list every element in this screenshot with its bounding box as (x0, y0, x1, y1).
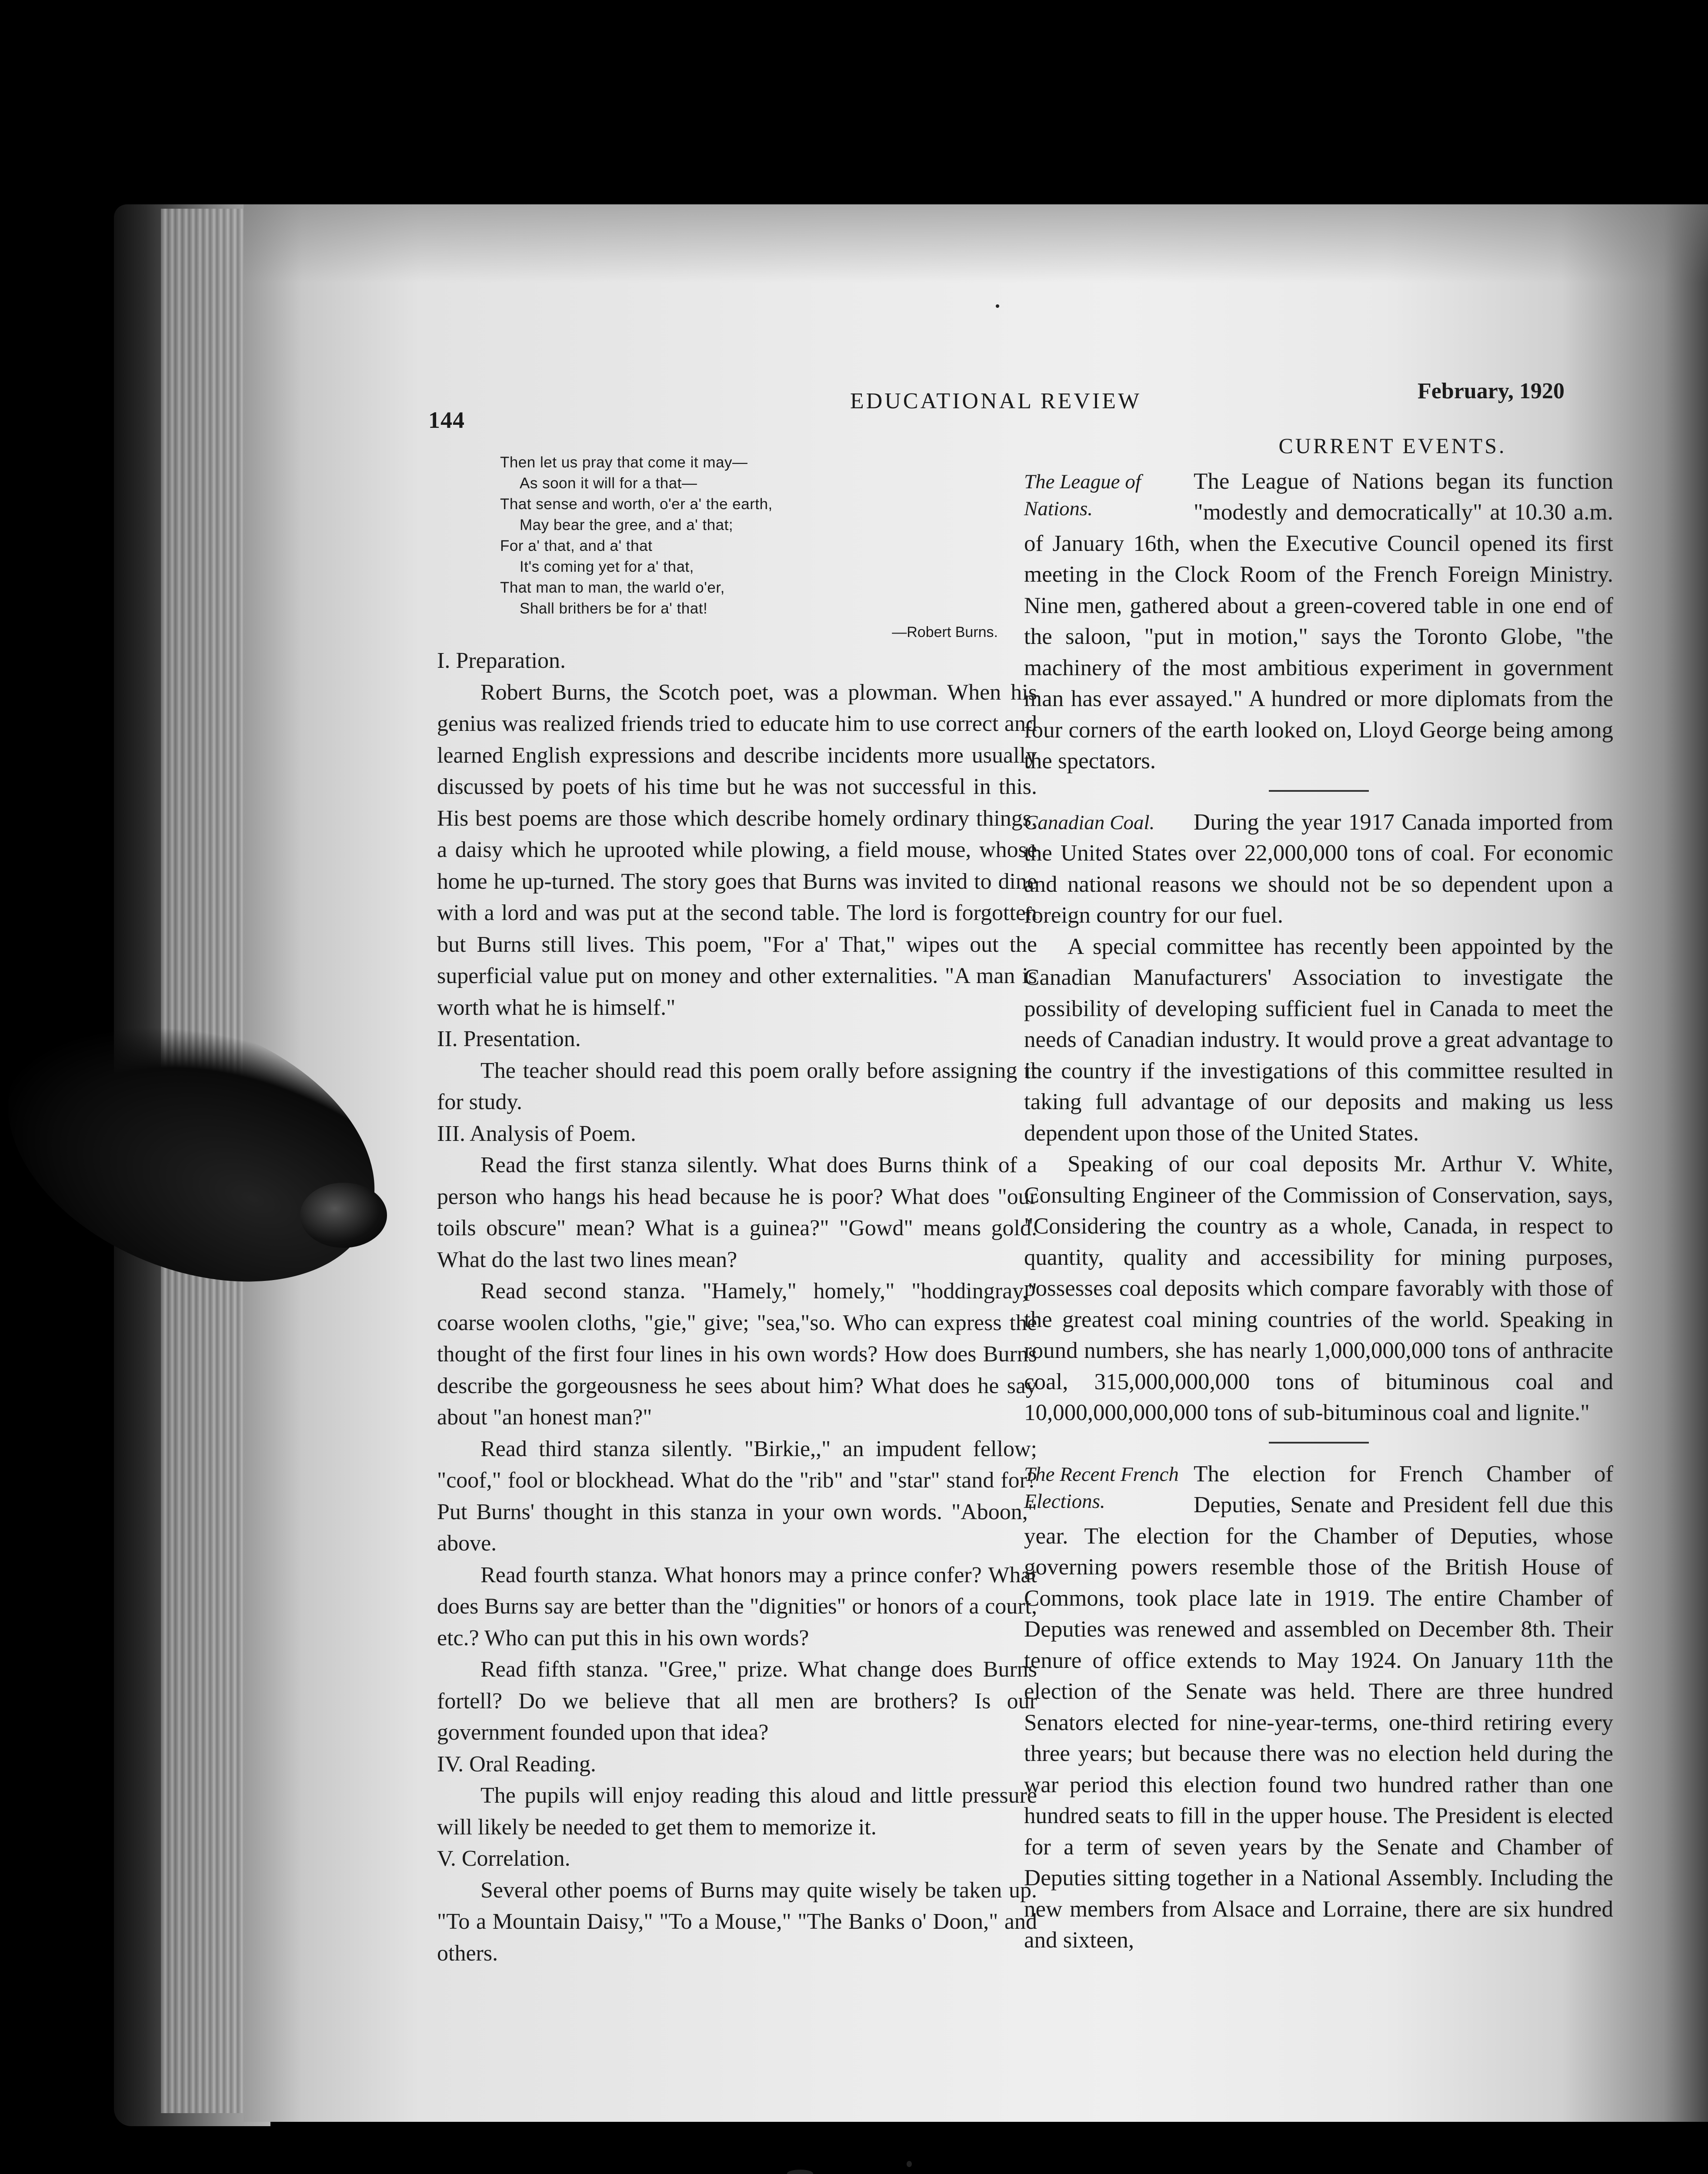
section-heading-oral-reading: IV. Oral Reading. (437, 1751, 596, 1777)
section-heading-analysis: III. Analysis of Poem. (437, 1121, 636, 1146)
news-sidehead: Canadian Coal. (1024, 811, 1155, 834)
right-column (1024, 430, 1613, 1956)
current-events-heading: CURRENT EVENTS. (1278, 433, 1507, 458)
analysis-paragraph: Read second stanza. "Hamely," homely," "hoddingray," coarse woolen cloths, "gie," give; "sea,"so. Who can express the thought of the first four lines in his own words? How does Burns describe the gorgeousness he sees about him? What does he say about "an honest man?" (437, 1279, 1037, 1430)
news-item-french-elections (1024, 1459, 1613, 1956)
poem-line: That sense and worth, o'er a' the earth, (500, 496, 773, 513)
news-paragraph: The League of Nations began its function "modestly and democratically" at 10.30 a.m. of January 16th, when the Executive Council opened its first meeting in the Clock Room of the French Foreign Ministry. Nine men, gathered about a green-covered table in one end of the saloon, "put in motion," says the Toronto Globe, "the machinery of the most ambitious experiment in government man has ever assayed." A hundred or more diplomats from the four corners of the earth looked on, Lloyd George being among the spectators. (1024, 468, 1613, 774)
analysis-paragraph: Read third stanza silently. "Birkie,," an impudent fellow; "coof," fool or blockhead. What do the "rib" and "star" stand for? Put Burns' thought in this stanza in your own words. "Aboon," above. (437, 1436, 1037, 1556)
news-paragraph: A special committee has recently been appointed by the Canadian Manufacturers' Association to investigate the possibility of developing sufficient fuel in Canada to meet the needs of Canadian industry. It would prove a great advantage to the country if the investigations of this committee resulted in taking full advantage of our deposits and making us less dependent upon those of the United States. (1024, 934, 1613, 1146)
poem-line: May bear the gree, and a' that; (520, 517, 734, 533)
preparation-paragraph: Robert Burns, the Scotch poet, was a plowman. When his genius was realized friends tried to educate him to use correct and learned English expressions and describe incidents more usually discussed by poets of his time but he was not successful in this. His best poems are those which describe homely ordinary things, a daisy which he uprooted while plowing, a field mouse, whose home he up-turned. The story goes that Burns was invited to dine with a lord and was put at the second table. The lord is forgotten but Burns still lives. This poem, "For a' That," wipes out the superficial value put on money and other externalities. "A man is worth what he is himself." (437, 680, 1037, 1020)
news-item-coal (1024, 807, 1613, 1429)
scan-speck (787, 2170, 813, 2174)
news-paragraph: The election for French Chamber of Deputies, Senate and President fell due this year. The election for the Chamber of Deputies, whose governing powers resemble those of the British House of Commons, took place late in 1919. The entire Chamber of Deputies was renewed and assembled on December 8th. Their tenure of office extends to May 1924. On January 11th the election of the Senate was held. There are three hundred Senators elected for nine-year-terms, one-third retiring every three years; but because there was no election held during the war period this election found two hundred rather than one hundred seats to fill in the upper house. The President is elected for a term of seven years by the Senate and Chamber of Deputies sitting together in a National Assembly. Including the new members from Alsace and Lorraine, there are six hundred and sixteen, (1024, 1461, 1613, 1953)
presentation-paragraph: The teacher should read this poem orally before assigning it for study. (437, 1058, 1037, 1114)
poem-author: —Robert Burns. (892, 624, 998, 640)
news-paragraph: Speaking of our coal deposits Mr. Arthur V. White, Consulting Engineer of the Commission of Conservation, says, "Considering the country as a whole, Canada, in respect to quantity, quality and accessibility for mining purposes, possesses coal deposits which compare favorably with those of the greatest coal mining countries of the world. Speaking in round numbers, she has nearly 1,000,000,000 tons of anthracite coal, 315,000,000,000 tons of bituminous coal and 10,000,000,000,000 tons of sub-bituminous coal and lignite." (1024, 1151, 1613, 1425)
news-item-league (1024, 466, 1613, 777)
oral-reading-paragraph: The pupils will enjoy reading this aloud and little pressure will likely be needed to get them to memorize it. (437, 1783, 1037, 1840)
poem-line: Shall brithers be for a' that! (520, 600, 708, 617)
section-heading-correlation: V. Correlation. (437, 1846, 570, 1871)
correlation-paragraph: Several other poems of Burns may quite wisely be taken up. "To a Mountain Daisy," "To a Mouse," "The Banks o' Doon," and others. (437, 1877, 1037, 1966)
left-column (437, 452, 1037, 1969)
section-heading-preparation: I. Preparation. (437, 648, 566, 673)
analysis-paragraph: Read the first stanza silently. What does Burns think of a person who hangs his head because he is poor? What does "our toils obscure" mean? What is a guinea?" "Gowd" means gold. What do the last two lines mean? (437, 1153, 1037, 1272)
section-divider (1269, 1442, 1369, 1444)
scan-speck (996, 304, 999, 308)
poem-line: Then let us pray that come it may— (500, 454, 748, 471)
fingertip (300, 1183, 387, 1248)
poem-line: It's coming yet for a' that, (520, 558, 694, 575)
news-paragraph: During the year 1917 Canada imported from the United States over 22,000,000 tons of coal. For economic and national reasons we should not be so dependent upon a foreign country for our fuel. (1024, 809, 1613, 928)
poem-line: As soon it will for a that— (520, 475, 697, 492)
poem-line: That man to man, the warld o'er, (500, 579, 725, 596)
scan-speck (907, 2161, 912, 2167)
section-heading-presentation: II. Presentation. (437, 1027, 581, 1051)
page-number: 144 (428, 407, 465, 433)
news-sidehead: The Recent French Elections. (1024, 1463, 1179, 1513)
page-shadow (244, 204, 1708, 283)
news-sidehead: The League of Nations. (1024, 470, 1141, 520)
poem-line: For a' that, and a' that (500, 537, 653, 554)
running-title: EDUCATIONAL REVIEW (850, 389, 1142, 413)
analysis-paragraph: Read fourth stanza. What honors may a prince confer? What does Burns say are better than the "dignities" or honors of a court, etc.? Who can put this in his own words? (437, 1562, 1037, 1651)
section-divider (1269, 790, 1369, 792)
issue-date: February, 1920 (1418, 379, 1565, 403)
analysis-paragraph: Read fifth stanza. "Gree," prize. What change does Burns fortell? Do we believe that all men are brothers? Is our government founded upon that idea? (437, 1657, 1037, 1745)
poem-stanza (500, 452, 1037, 619)
